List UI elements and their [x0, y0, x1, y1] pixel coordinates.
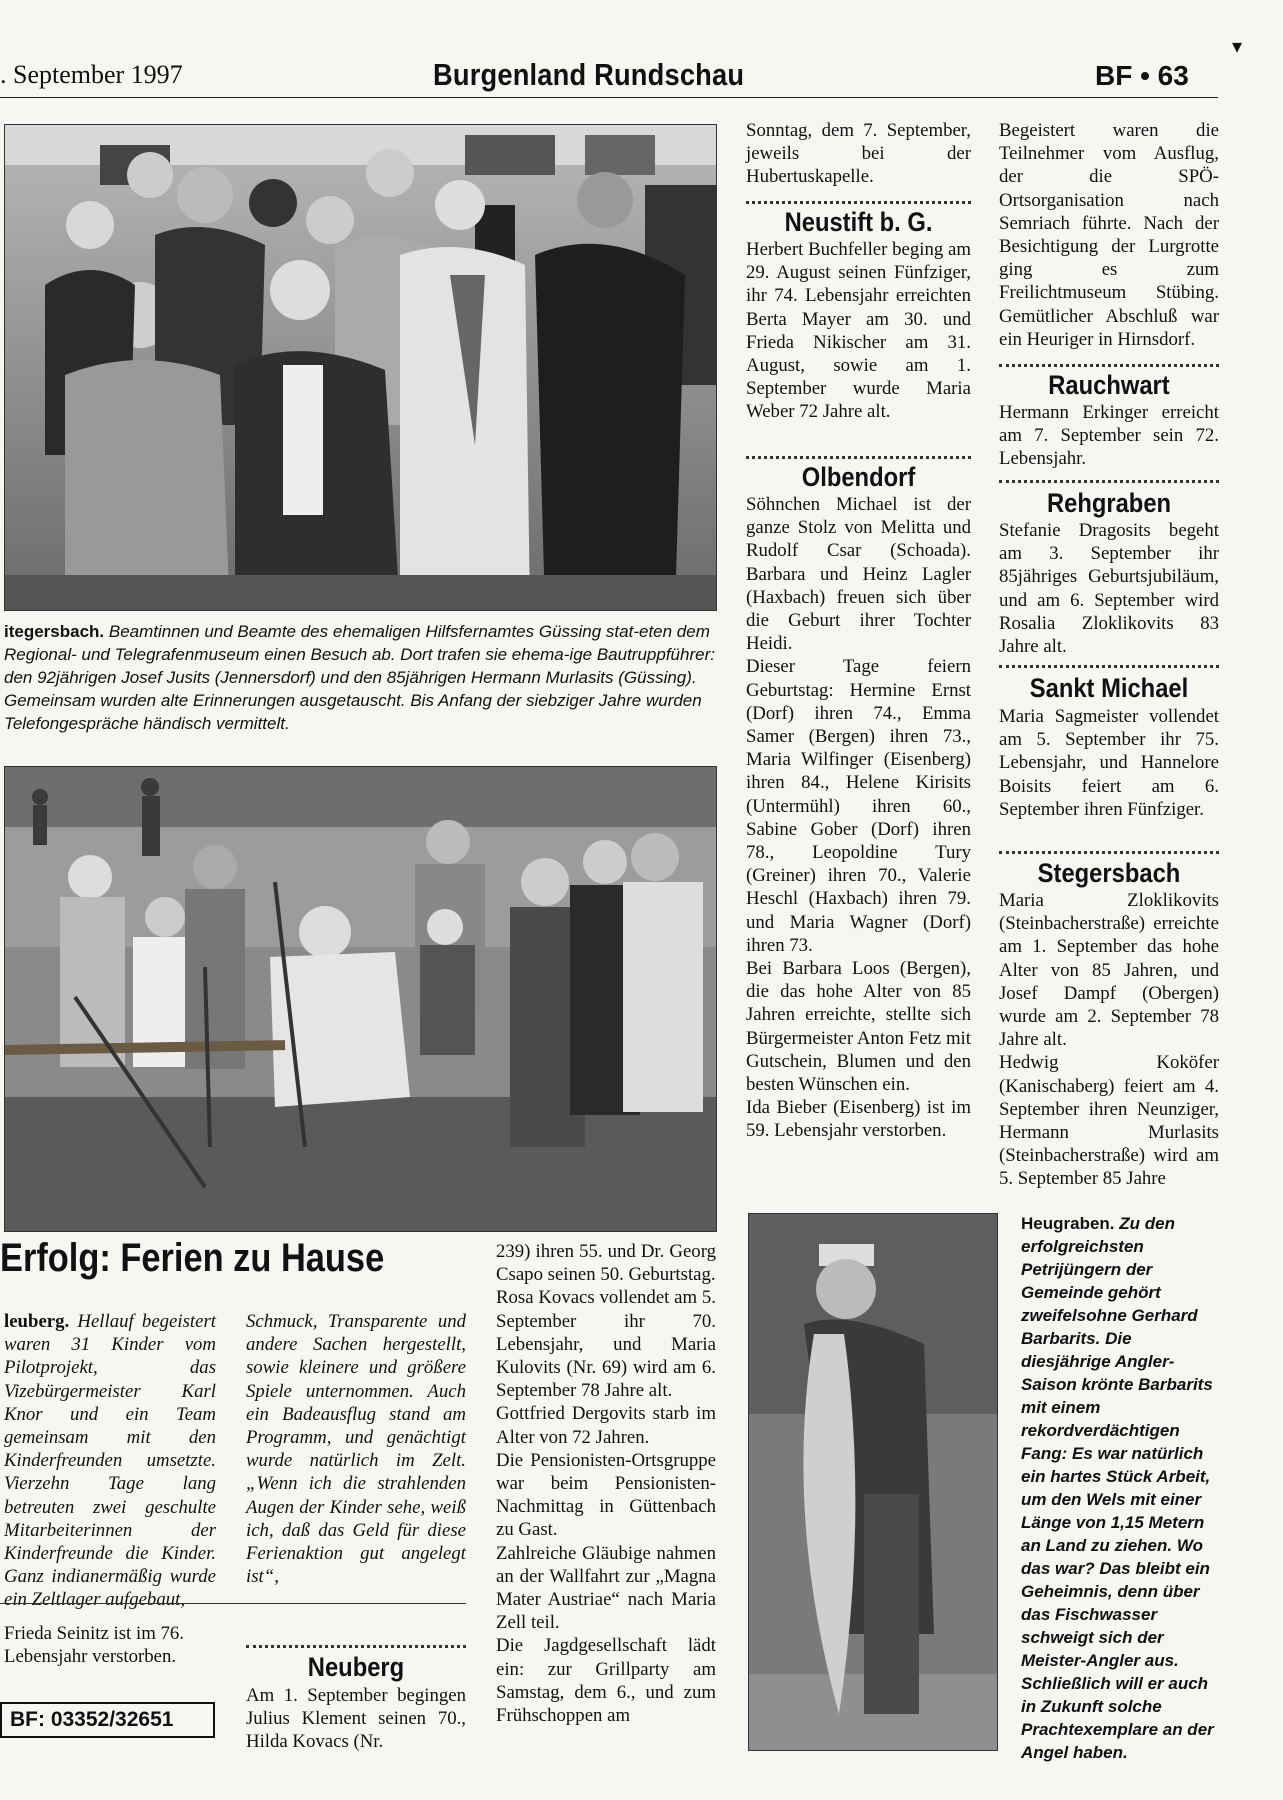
col3b-paragraph: Die Jagdgesellschaft lädt ein: zur Grillparty am Samstag, dem 6., und zum Frühschoppen am — [496, 1635, 716, 1727]
ferien-col-a — [4, 1310, 216, 1612]
seniors-group-photo — [4, 124, 717, 611]
heugraben-place: Heugraben. — [1021, 1214, 1115, 1233]
dotted-divider — [746, 456, 971, 459]
issue-date: . September 1997 — [0, 60, 183, 89]
dotted-divider — [746, 201, 971, 204]
ferien-col-a-text: Hellauf begeistert waren 31 Kinder vom Pilotprojekt, das Vizebürgermeister Karl Knor und ein Team gemeinsam mit den Kinderfreunden umsetzte. Vierzehn Tage lang betreuten zwei geschulte Mitarbeiterinnen der Kinderfreunde die Kinder. Ganz indianermäßig wurde ein Zeltlager aufgebaut, — [4, 1311, 216, 1611]
heugraben-text: Zu den erfolgreichsten Petrijüngern der Gemeinde gehört zweifelsohne Gerhard Barbarits. Die diesjährige Angler-Saison krönte Barbarits mit einem rekordverdächtigen Fang: Es war natürlich ein hartes Stück Arbeit, um den Wels mit einer Länge von 1,15 Metern an Land zu ziehen. Wo das war? Das bleibt ein Geheimnis, denn über das Fischwasser schweigt sich der Meister-Angler aus. Schließlich will er auch in Zukunft solche Prachtexemplare an der Angel haben. — [1021, 1214, 1214, 1762]
frieda-notice: Frieda Seinitz ist im 76. Lebensjahr verstorben. — [4, 1623, 184, 1668]
olbendorf-paragraph: Dieser Tage feiern Geburtstag: Hermine Ernst (Dorf) ihren 74., Emma Samer (Bergen) ihren 73., Maria Wilfinger (Eisenberg) ihren 84., Helene Kirisits (Untermühl) ihren 60., Sabine Gober (Dorf) ihren 78., Leopoldine Tury (Greiner) ihren 70., Valerie Heschl (Haxbach) ihren 79. und Maria Wagner (Dorf) ihren 73. — [746, 656, 971, 956]
heugraben-caption — [1021, 1212, 1221, 1764]
header-rule — [0, 97, 1218, 98]
page-number: BF • 63 — [1095, 60, 1189, 91]
caption-place: itegersbach. — [4, 622, 105, 641]
col3b-paragraph: Rosa Kovacs vollendet am 5. September ihr 70. Lebensjahr, und Maria Kulovits (Nr. 69) wird am 6. September 78 Jahre alt. — [496, 1287, 716, 1402]
col3b-paragraph: Gottfried Dergovits starb im Alter von 72 Jahren. — [496, 1403, 716, 1448]
dotted-divider — [246, 1645, 466, 1648]
neuberg-text: Am 1. September begingen Julius Klement seinen 70., Hilda Kovacs (Nr. — [246, 1685, 466, 1753]
olbendorf-paragraph: Söhnchen Michael ist der ganze Stolz von Melitta und Rudolf Csar (Schoada). Barbara und Heinz Lagler (Haxbach) freuen sich über die Geburt ihrer Tochter Heidi. — [746, 494, 971, 655]
seniors-photo-caption — [4, 620, 715, 735]
angler-photo — [748, 1213, 998, 1751]
col4-intro: Begeistert waren die Teilnehmer vom Ausflug, der die SPÖ-Ortsorganisation nach Semriach führte. Nach der Besichtigung der Lurgrotte ging es zum Freilichtmuseum Stübing. Gemütlicher Abschluß war ein Heuriger in Hirnsdorf. — [999, 120, 1219, 350]
ferien-lead-place: leuberg. — [4, 1311, 70, 1332]
dotted-divider — [999, 665, 1219, 668]
article-rule — [0, 1603, 466, 1604]
ferien-headline: Erfolg: Ferien zu Hause — [0, 1236, 385, 1280]
dotted-divider — [999, 364, 1219, 367]
newspaper-title: Burgenland Rundschau — [433, 57, 745, 92]
children-camp-image — [5, 767, 716, 1231]
heading-rehgraben: Rehgraben — [1046, 488, 1172, 518]
col3b-paragraph: Zahlreiche Gläubige nahmen an der Wallfahrt zur „Magna Mater Austriae“ nach Maria Zell teil. — [496, 1542, 716, 1634]
stegersbach-paragraph: Maria Zloklikovits (Steinbacherstraße) erreichte am 1. September das hohe Alter von 85 Jahren, und Josef Dampf (Obergen) wurde am 2. September 78 Jahre alt. — [999, 890, 1219, 1051]
olbendorf-text — [746, 493, 971, 1143]
col3b-paragraph: Die Pensionisten-Ortsgruppe war beim Pensionisten-Nachmittag in Güttenbach zu Gast. — [496, 1449, 716, 1541]
col3-intro: Sonntag, dem 7. September, jeweils bei der Hubertuskapelle. — [746, 120, 971, 188]
col3b-paragraph: 239) ihren 55. und Dr. Georg Csapo seinen 50. Geburtstag. — [496, 1241, 716, 1286]
seniors-group-image — [5, 125, 716, 610]
olbendorf-paragraph: Bei Barbara Loos (Bergen), die das hohe Alter von 85 Jahren erreichte, stellte sich Bürgermeister Anton Fetz mit Gutschein, Blumen und den besten Wünschen ein. — [746, 958, 971, 1096]
heading-sankt-michael: Sankt Michael — [1029, 673, 1189, 703]
rehgraben-text: Stefanie Dragosits begeht am 3. September ihr 85jähriges Geburtsjubiläum, und am 6. September wird Rosalia Zloklikovits 83 Jahre alt. — [999, 520, 1219, 658]
heading-neustift: Neustift b. G. — [784, 207, 933, 237]
stegersbach-text — [999, 889, 1219, 1191]
heading-neuberg: Neuberg — [307, 1652, 405, 1682]
stegersbach-paragraph: Hedwig Koköfer (Kanischaberg) feiert am 4. September ihren Neunziger, Hermann Murlasits (Steinbacherstraße) wird am 5. September 85 Jahre — [999, 1052, 1219, 1190]
bf-phone-box: BF: 03352/32651 — [0, 1702, 215, 1738]
margin-mark: ▾ — [1232, 36, 1243, 58]
col3-bottom-text — [496, 1240, 716, 1727]
rauchwart-text: Hermann Erkinger erreicht am 7. September sein 72. Lebensjahr. — [999, 402, 1219, 470]
sankt-michael-text: Maria Sagmeister vollendet am 5. September ihr 75. Lebensjahr, und Hannelore Boisits feiert am 6. September ihren Fünfziger. — [999, 706, 1219, 820]
dotted-divider — [999, 851, 1219, 854]
heading-olbendorf: Olbendorf — [801, 462, 916, 492]
olbendorf-paragraph: Ida Bieber (Eisenberg) ist im 59. Lebensjahr verstorben. — [746, 1097, 971, 1142]
heading-stegersbach: Stegersbach — [1037, 858, 1181, 888]
neustift-text: Herbert Buchfeller beging am 29. August seinen Fünfziger, ihr 74. Lebensjahr erreichten Berta Mayer am 30. und Frieda Nikischer am 31. August, sowie am 1. September wurde Maria Weber 72 Jahre alt. — [746, 239, 971, 423]
dotted-divider — [999, 480, 1219, 483]
angler-image — [749, 1214, 997, 1750]
children-camp-photo — [4, 766, 717, 1232]
caption-text: Beamtinnen und Beamte des ehemaligen Hilfsfernamtes Güssing stat-eten dem Regional- und Telegrafenmuseum einen Besuch ab. Dort trafen sie ehema-ige Bautruppführer: den 92jährigen Josef Jusits (Jennersdorf) und den 85jährigen Hermann Murlasits (Güssing). Gemeinsam wurden alte Erinnerungen ausgetauscht. Bis Anfang der siebziger Jahre wurden Telefongespräche händisch vermittelt. — [4, 622, 715, 733]
ferien-col-b: Schmuck, Transparente und andere Sachen hergestellt, sowie kleinere und größere Spiele unternommen. Auch ein Badeausflug stand am Programm, und genächtigt wurde natürlich im Zelt. „Wenn ich die strahlenden Augen der Kinder sehe, weiß ich, daß das Geld für diese Ferienaktion gut angelegt ist“, — [246, 1311, 466, 1588]
heading-rauchwart: Rauchwart — [1048, 370, 1170, 400]
